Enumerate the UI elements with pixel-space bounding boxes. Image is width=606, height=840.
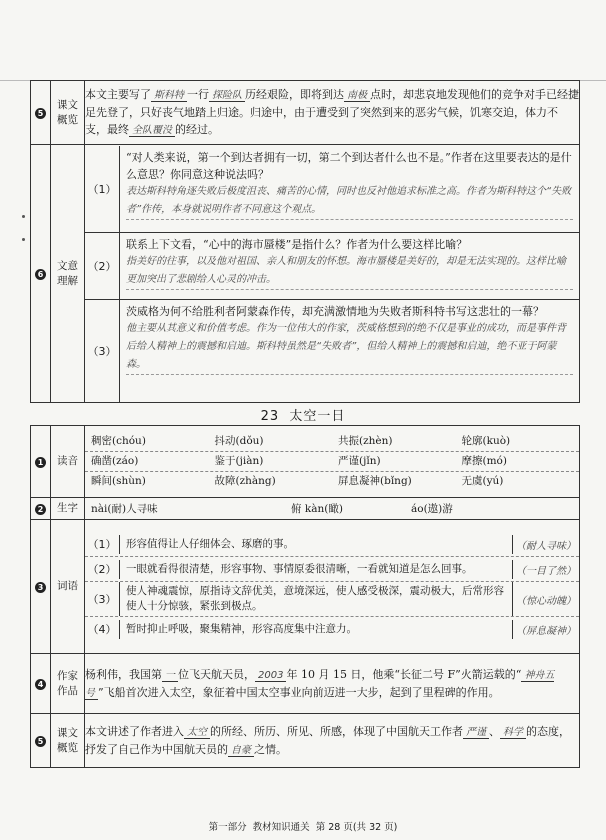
- section-number: 3: [35, 582, 46, 593]
- pinyin-item: 共振(zhèn): [338, 435, 393, 447]
- question-2: [85, 233, 579, 300]
- vocab-definition: 使人神魂震惊，原指诗文辞优美，意境深远，使人感受极深，震动极大，后常形容使人十分惊骇，紧张到极点。: [119, 582, 513, 616]
- question-text: 茨威格为何不给胜利者阿蒙森作传，却充满激情地为失败者斯科特书写这悲壮的一幕？: [126, 304, 544, 318]
- pinyin-row: [85, 452, 579, 472]
- page-footer: 第一部分 教材知识通关 第 28 页(共 32 页): [208, 822, 398, 833]
- question-number: （3）: [85, 300, 120, 402]
- question-number: （1）: [85, 146, 120, 232]
- pinyin-item: 抖动(dǒu): [214, 435, 264, 447]
- answer-blank: 2003: [255, 670, 286, 682]
- section-overview-row: [31, 81, 580, 145]
- section-number: 2: [35, 504, 46, 515]
- question-3: [85, 300, 579, 402]
- vocab-definition: 暂时抑止呼吸，聚集精神，形容高度集中注意力。: [119, 620, 513, 639]
- section-label: 作家 作品: [51, 654, 85, 714]
- character-item: áo(遨)游: [411, 503, 453, 515]
- question-text: 联系上下文看，“心中的海市蜃楼”是指什么？作者为什么要这样比喻？: [126, 237, 468, 251]
- answer-blank: 全队覆没: [129, 125, 175, 137]
- section-number: 5: [35, 736, 46, 747]
- pinyin-row: [85, 472, 579, 491]
- section-number: 5: [35, 108, 46, 119]
- answer-blank: 科学: [500, 727, 526, 739]
- pinyin-item: 轮廓(kuò): [461, 435, 511, 447]
- vocab-definition: 形容值得让人仔细体会、琢磨的事。: [119, 535, 513, 554]
- vocab-answer: （耐人寻味）: [516, 540, 576, 552]
- vocab-item: [85, 582, 579, 617]
- answer-blank: 严谨: [463, 727, 489, 739]
- lower-table: [30, 425, 580, 768]
- pinyin-item: 确凿(záo): [91, 455, 139, 467]
- vocabulary-row: [31, 520, 580, 654]
- pinyin-item: 鉴于(jiàn): [214, 455, 264, 467]
- question-text: “对人类来说，第一个到达者拥有一切，第二个到达者什么也不是。”作者在这里要表达的是什么意思？你同意这种说法吗？: [126, 150, 572, 181]
- vocab-number: （4）: [87, 623, 117, 636]
- summary-text: 本文讲述了作者进入 太空 的所经、所历、所见、所感，体现了中国航天工作者 严谨 、 科学 的态度，抒发了自己作为中国航天员的 自豪 之情。: [85, 714, 580, 768]
- summary-row: [31, 714, 580, 768]
- answer-blank: 太空: [184, 727, 210, 739]
- pinyin-item: 屏息凝神(bǐng): [338, 475, 412, 487]
- margin-dot: [22, 215, 25, 218]
- section-label: 文意 理解: [51, 145, 85, 403]
- pinyin-item: 摩擦(mó): [461, 455, 507, 467]
- author-row: [31, 654, 580, 714]
- lesson-title: 23 太空一日: [260, 409, 346, 424]
- vocab-number: （3）: [87, 593, 117, 606]
- pinyin-item: 严谨(jǐn): [338, 455, 381, 467]
- question-number: （2）: [85, 233, 120, 299]
- section-comprehension-row: [31, 145, 580, 403]
- section-label: 词语: [51, 520, 85, 654]
- vocab-item: [85, 532, 579, 557]
- vocab-definition: 一眼就看得很清楚，形容事物、事情原委很清晰，一看就知道是怎么回事。: [119, 560, 513, 579]
- section-number: 4: [35, 679, 46, 690]
- vocab-item: [85, 557, 579, 582]
- vocab-answer: （一目了然）: [516, 565, 576, 577]
- pronunciation-row: [31, 426, 580, 498]
- vocab-item: [85, 617, 579, 641]
- answer-text: 他主要从其意义和价值考虑。作为一位伟大的作家，茨威格想到的绝不仅是事业的成功，而是事件背后给人精神上的震撼和启迪。斯科特虽然是“失败者”，但给人精神上的震撼和启迪，绝不亚于阿蒙森。: [126, 320, 573, 375]
- margin-dot: [22, 238, 25, 241]
- pinyin-item: 稠密(chóu): [91, 435, 146, 447]
- pinyin-item: 故障(zhàng): [214, 475, 276, 487]
- answer-blank: 一: [162, 670, 178, 682]
- character-item: nài(耐)人寻味: [91, 503, 158, 515]
- question-1: [85, 146, 579, 233]
- answer-blank: 神舟五号: [85, 669, 555, 699]
- answer-blank: 南极: [344, 90, 370, 102]
- character-item: 俯 kàn(瞰): [291, 503, 343, 515]
- vocab-answer: （屏息凝神）: [516, 625, 576, 637]
- upper-table: [30, 80, 580, 403]
- section-label: 读音: [51, 426, 85, 498]
- answer-blank: 斯科特: [151, 90, 187, 102]
- answer-blank: 自豪: [228, 745, 254, 757]
- pinyin-item: 瞬间(shùn): [91, 475, 146, 487]
- vocab-answer: （惊心动魄）: [516, 595, 576, 607]
- vocab-number: （2）: [87, 563, 117, 576]
- author-text: 杨利伟，我国第 一 位飞天航天员， 2003 年 10 月 15 日，他乘“长征二号 F”火箭运载的“ 神舟五号 ”飞船首次进入太空，象征着中国太空事业向前迈进一大步，起到了里程碑的作用。: [85, 654, 580, 714]
- answer-text: 表达斯科特角逐失败后极度沮丧、痛苦的心情，同时也反衬他追求标准之高。作者为斯科特这个“失败者”作传，本身就说明作者不同意这个观点。: [126, 183, 573, 220]
- answer-text: 指美好的往事，以及他对祖国、亲人和朋友的怀想。海市蜃楼是美好的，却是无法实现的。这样比喻更加突出了悲剧给人心灵的冲击。: [126, 253, 573, 290]
- vocab-number: （1）: [87, 538, 117, 551]
- section-label: 课文 概览: [51, 81, 85, 145]
- overview-text: 本文主要写了 斯科特 一行 探险队 历经艰险，即将到达 南极 点时，却悲哀地发现他们的竞争对手已经捷足先登了，只好丧气地踏上归途。归途中，由于遭受到了突然到来的恶劣气候，饥寒交迫，体力不支，最终 全队覆没 的经过。: [85, 81, 580, 145]
- section-label: 生字: [51, 498, 85, 520]
- section-number: 1: [35, 457, 46, 468]
- characters-row: [31, 498, 580, 520]
- section-label: 课文 概览: [51, 714, 85, 768]
- pinyin-item: 无虞(yú): [461, 475, 504, 487]
- pinyin-row: [85, 432, 579, 452]
- section-number: 6: [35, 269, 46, 280]
- answer-blank: 探险队: [209, 90, 245, 102]
